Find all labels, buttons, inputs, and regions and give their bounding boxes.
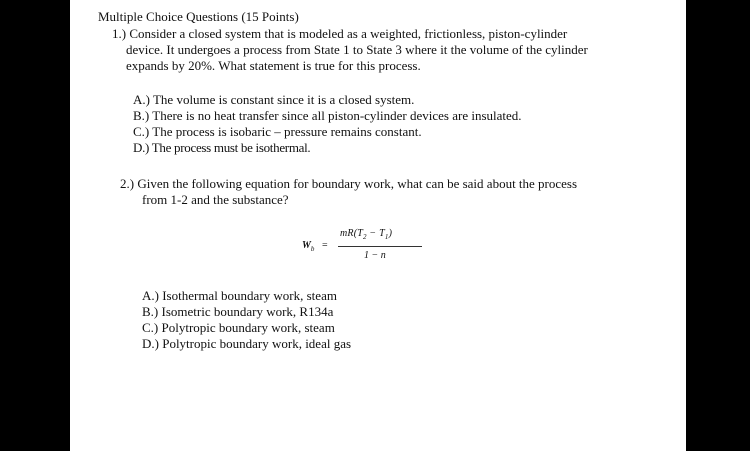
question-2-option-a: A.) Isothermal boundary work, steam xyxy=(142,288,337,303)
fraction-bar xyxy=(338,246,422,247)
document-page xyxy=(70,0,686,451)
question-2-line-1: 2.) Given the following equation for boundary work, what can be said about the process xyxy=(120,176,578,191)
section-heading: Multiple Choice Questions (15 Points) xyxy=(98,9,299,24)
equation-equals: = xyxy=(322,240,328,251)
equation-lhs: $W_b$ xyxy=(302,240,315,253)
question-1-option-a: A.) The volume is constant since it is a closed system. xyxy=(133,92,415,107)
question-2-option-d: D.) Polytropic boundary work, ideal gas xyxy=(142,336,352,351)
equation-numerator: $mR(T_2 - T_1)$ xyxy=(340,228,393,241)
question-1-option-c: C.) The process is isobaric – pressure remains constant. xyxy=(133,124,422,139)
question-2-line-2: from 1-2 and the substance? xyxy=(142,192,289,207)
boundary-work-equation xyxy=(302,226,432,266)
question-1-line-2: device. It undergoes a process from State 1 to State 3 where it the volume of the cylinder xyxy=(126,42,588,57)
question-2-option-b: B.) Isometric boundary work, R134a xyxy=(142,304,334,319)
question-1-option-d: D.) The process must be isothermal. xyxy=(133,140,311,155)
question-2-option-c: C.) Polytropic boundary work, steam xyxy=(142,320,335,335)
question-1-line-1: 1.) Consider a closed system that is modeled as a weighted, frictionless, piston-cylinder xyxy=(112,26,568,41)
equation-denominator: 1 − n xyxy=(364,250,386,261)
question-1-option-b: B.) There is no heat transfer since all piston-cylinder devices are insulated. xyxy=(133,108,522,123)
question-1-line-3: expands by 20%. What statement is true for this process. xyxy=(126,58,421,73)
